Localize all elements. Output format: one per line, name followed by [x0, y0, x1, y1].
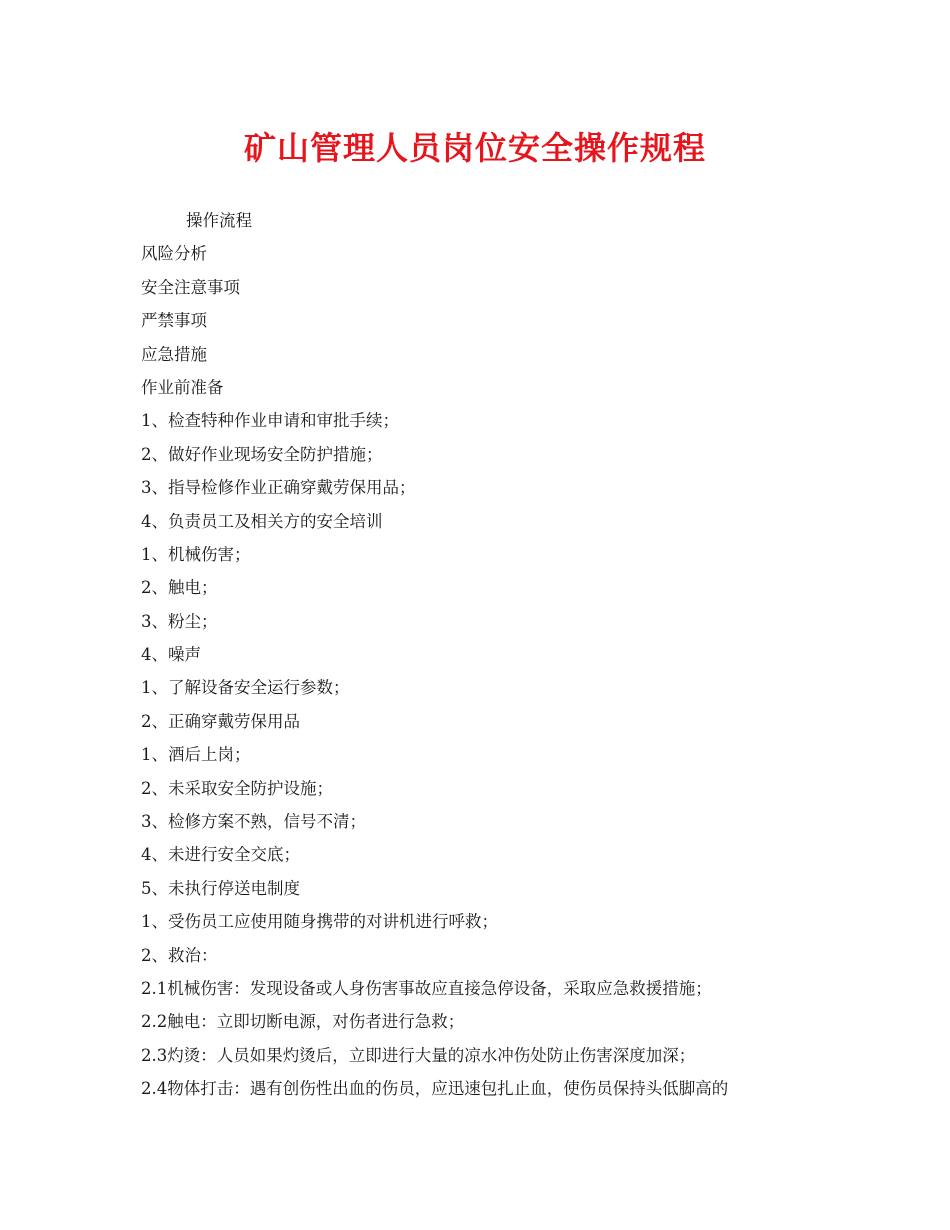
document-title: 矿山管理人员岗位安全操作规程 — [243, 129, 706, 167]
section-heading-operation-flow: 操作流程 — [186, 211, 252, 230]
text-line: 2、触电； — [141, 578, 218, 598]
text-line: 2.4物体打击：遇有创伤性出血的伤员，应迅速包扎止血，使伤员保持头低脚高的 — [141, 1079, 729, 1099]
text-line: 3、指导检修作业正确穿戴劳保用品； — [141, 478, 416, 498]
section-heading-safety-notes: 安全注意事项 — [141, 277, 240, 297]
section-heading-preparation: 作业前准备 — [141, 377, 224, 397]
text-line: 3、检修方案不熟，信号不清； — [141, 812, 366, 832]
text-line: 1、检查特种作业申请和审批手续； — [141, 411, 399, 431]
text-line: 1、机械伤害； — [141, 544, 251, 564]
text-line: 5、未执行停送电制度 — [141, 878, 300, 898]
text-line: 3、粉尘； — [141, 611, 218, 631]
section-heading-prohibitions: 严禁事项 — [141, 311, 207, 331]
text-line: 2、未采取安全防护设施； — [141, 778, 333, 798]
document-body — [141, 204, 841, 1106]
text-line: 2、正确穿戴劳保用品 — [141, 711, 300, 731]
text-line: 4、噪声 — [141, 645, 201, 665]
text-line: 2.1机械伤害：发现设备或人身伤害事故应直接急停设备，采取应急救援措施； — [141, 978, 712, 998]
text-line: 1、受伤员工应使用随身携带的对讲机进行呼救； — [141, 912, 498, 932]
text-line: 1、酒后上岗； — [141, 745, 251, 765]
text-line: 2、做好作业现场安全防护措施； — [141, 444, 383, 464]
text-line: 2、救治： — [141, 945, 218, 965]
section-heading-risk-analysis: 风险分析 — [141, 244, 207, 264]
text-line: 4、负责员工及相关方的安全培训 — [141, 511, 383, 531]
text-line: 4、未进行安全交底； — [141, 845, 300, 865]
text-line: 1、了解设备安全运行参数； — [141, 678, 350, 698]
text-line: 2.2触电：立即切断电源，对伤者进行急救； — [141, 1012, 465, 1032]
text-line: 2.3灼烫：人员如果灼烫后，立即进行大量的凉水冲伤处防止伤害深度加深； — [141, 1045, 696, 1065]
section-heading-emergency-measures: 应急措施 — [141, 344, 207, 364]
